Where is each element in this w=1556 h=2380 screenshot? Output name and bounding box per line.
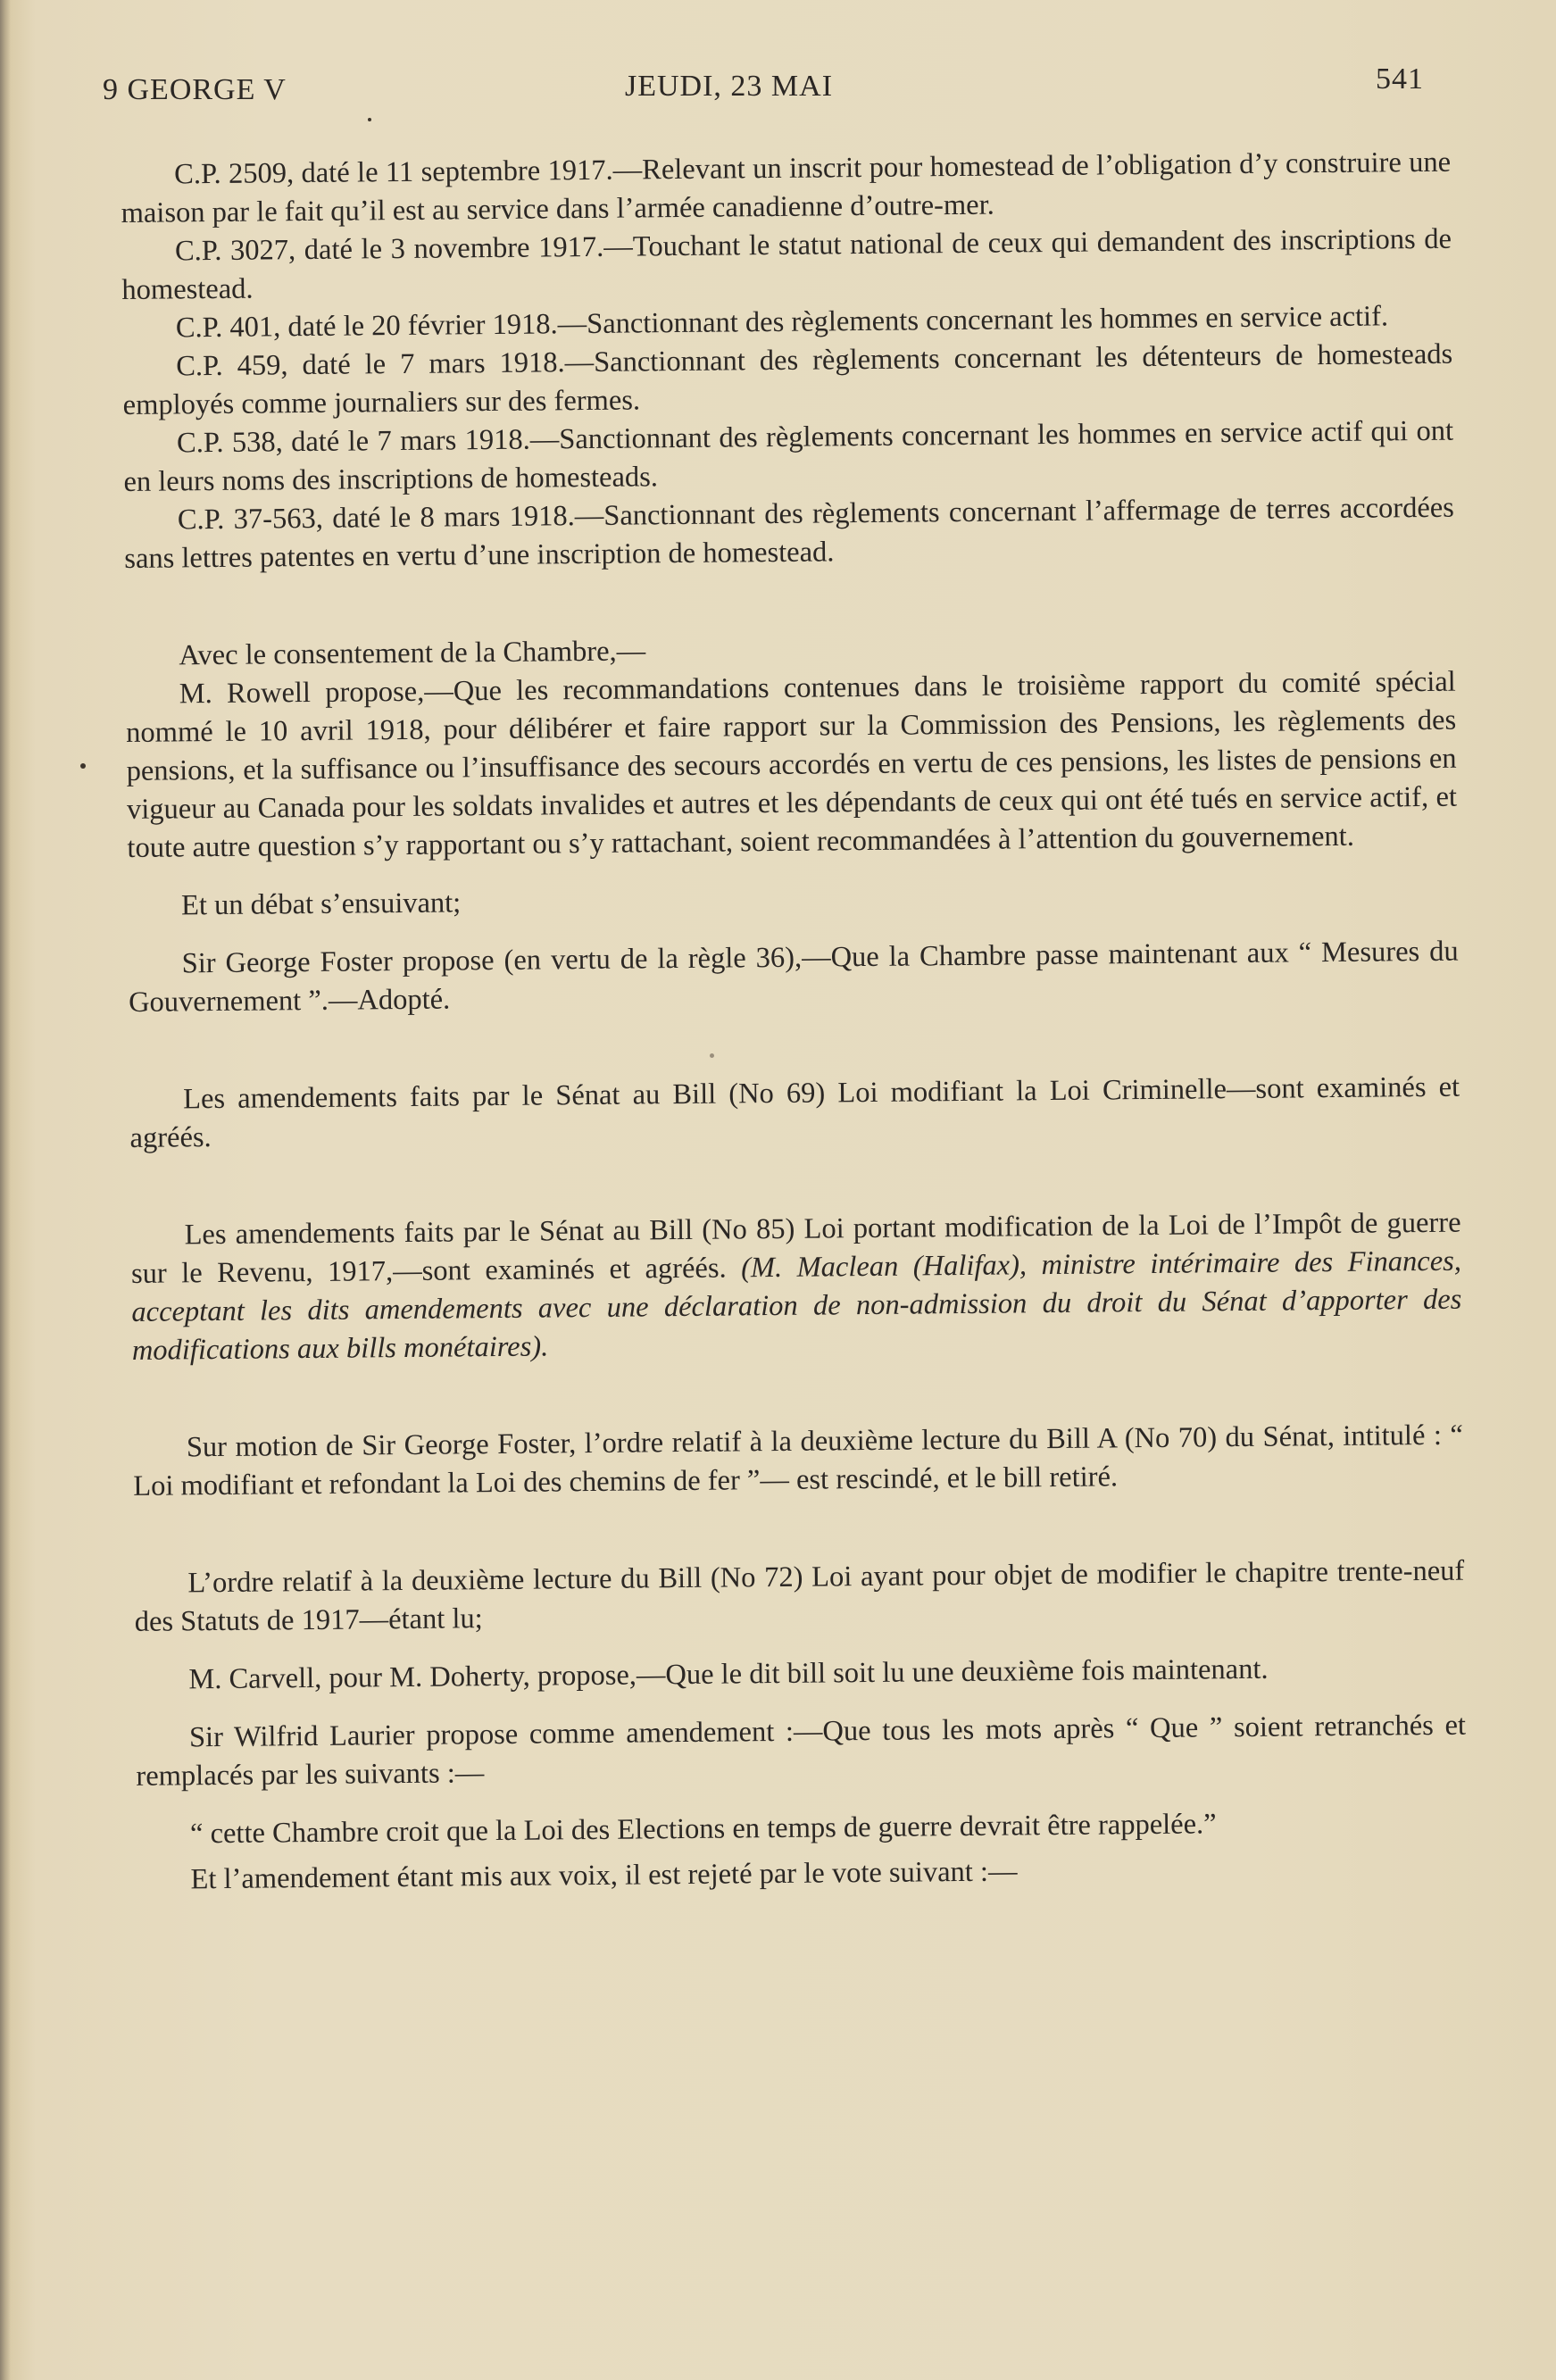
bill-72-order: L’ordre relatif à la deuxième lecture du Bill (No 72) Loi ayant pour objet de modifier le chapitre trente-neuf des Statuts de 1917—étant lu;: [134, 1554, 1465, 1638]
order-cp-459: C.P. 459, daté le 7 mars 1918.—Sanctionnant des règlements concernant les détenteurs de homesteads employés comme journaliers sur des fermes.: [122, 337, 1453, 421]
bill-85-text: Les amendements faits par le Sénat au Bill (No 85) Loi portant modification de la Loi de l’Impôt de guerre sur le Revenu, 1917,—sont examinés et agréés.: [130, 1206, 1461, 1290]
consent-intro: Avec le consentement de la Chambre,—: [179, 635, 646, 672]
order-cp-2509: C.P. 2509, daté le 11 septembre 1917.—Relevant un inscrit pour homestead de l’obligation d’y construire une maison par le fait qu’il est au service dans l’armée canadienne d’outre-mer.: [121, 146, 1452, 229]
bill-a-rescinded: Sur motion de Sir George Foster, l’ordre relatif à la deuxième lecture du Bill A (No 70) du Sénat, intitulé : “ Loi modifiant et refondant la Loi des chemins de fer ”— est rescindé, et le bill retiré.: [133, 1419, 1463, 1502]
journal-body: [121, 144, 1468, 1900]
header-reign: 9 GEORGE V: [103, 73, 287, 106]
order-cp-37-563: C.P. 37-563, daté le 8 mars 1918.—Sanctionnant des règlements concernant l’affermage de terres accordées sans lettres patentes en vertu d’une inscription de homestead.: [124, 491, 1455, 575]
scan-speck: [80, 763, 86, 769]
header-date: JEUDI, 23 MAI: [625, 70, 834, 103]
page-number: 541: [1376, 62, 1424, 96]
order-cp-3027: C.P. 3027, daté le 3 novembre 1917.—Touchant le statut national de ceux qui demandent des inscriptions de homestead.: [121, 222, 1452, 306]
carvell-motion: M. Carvell, pour M. Doherty, propose,—Que le dit bill soit lu une deuxième fois maintenant.: [188, 1652, 1269, 1696]
running-header: [103, 62, 1424, 116]
bill-69-amendments: Les amendements faits par le Sénat au Bill (No 69) Loi modifiant la Loi Criminelle—sont examinés et agréés.: [129, 1070, 1460, 1154]
scan-speck: [368, 118, 371, 121]
debate-line: Et un débat s’ensuivant;: [180, 886, 462, 922]
order-cp-538: C.P. 538, daté le 7 mars 1918.—Sanctionnant des règlements concernant les hommes en service actif qui ont en leurs noms des inscriptions de homesteads.: [123, 414, 1454, 498]
vote-line: Et l’amendement étant mis aux voix, il est rejeté par le vote suivant :—: [190, 1855, 1018, 1896]
laurier-amendment: Sir Wilfrid Laurier propose comme amendement :—Que tous les mots après “ Que ” soient retranchés et remplacés par les suivants :—: [136, 1709, 1467, 1793]
rowell-motion: M. Rowell propose,—Que les recommandations contenues dans le troisième rapport du comité spécial nommé le 10 avril 1918, pour délibérer et faire rapport sur la Commission des Pensions, les règlements des pensions, et la suffisance ou l’insuffisance des secours accordés en vertu de ces pensions, les listes de pensions en vigueur au Canada pour les soldats invalides et autres et les dépendants de ceux qui ont été tués en service actif, et toute autre question s’y rapportant ou s’y rattachant, soient recommandées à l’attention du gouvernement.: [126, 665, 1458, 864]
scan-speck: [710, 1053, 714, 1058]
order-cp-401: C.P. 401, daté le 20 février 1918.—Sanctionnant des règlements concernant les hommes en service actif.: [175, 300, 1389, 345]
foster-motion: Sir George Foster propose (en vertu de la règle 36),—Que la Chambre passe maintenant aux “ Mesures du Gouvernement ”.—Adopté.: [128, 935, 1459, 1019]
bill-85-amendments: [130, 1204, 1462, 1370]
amendment-quote: “ cette Chambre croit que la Loi des Elections en temps de guerre devrait être rappelée.”: [189, 1808, 1217, 1851]
bill-85-note: (M. Maclean (Halifax), ministre intérimaire des Finances, acceptant les dits amendements avec une déclaration de non-admission du droit du Sénat d’apporter des modifications aux bills monétaires).: [131, 1244, 1462, 1367]
binding-edge: [0, 0, 11, 2380]
